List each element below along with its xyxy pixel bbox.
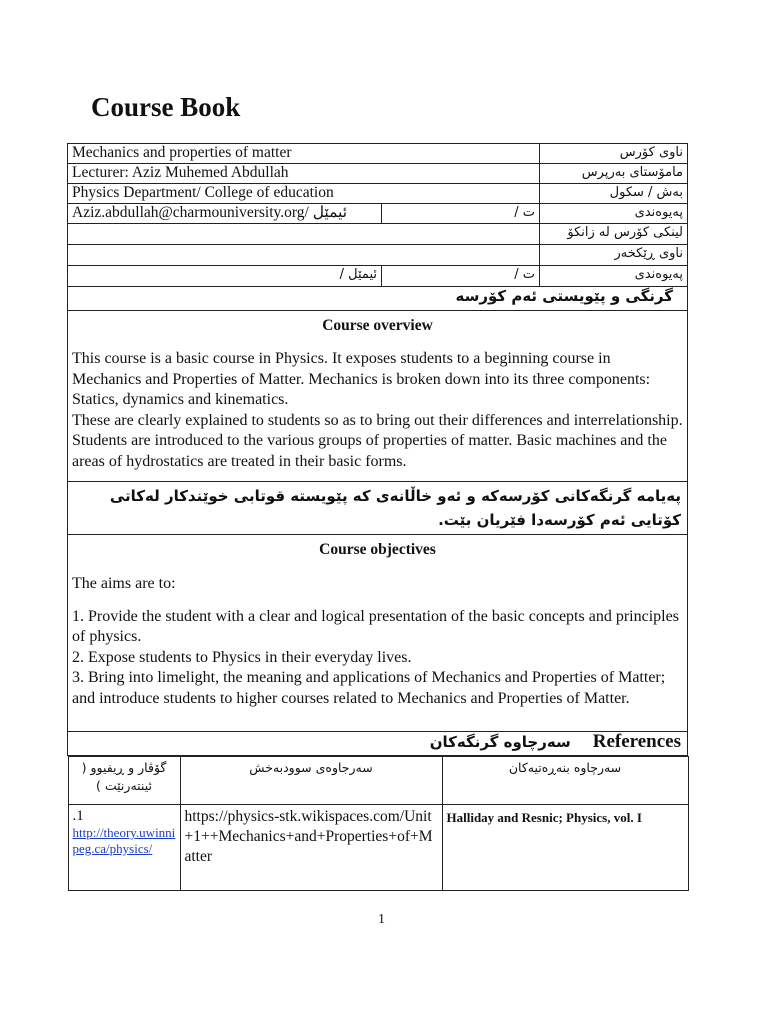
references-table bbox=[68, 756, 689, 891]
references-header-row bbox=[68, 757, 688, 805]
objective-item-3: 3. Bring into limelight, the meaning and applications of Mechanics and Properties of Matter; and introduce students to higher courses related to Mechanics and Properties of Matter. bbox=[72, 669, 666, 707]
overview-row bbox=[68, 311, 688, 482]
objectives-intro: The aims are to: bbox=[72, 575, 176, 592]
overview-heading: Course overview bbox=[322, 317, 433, 334]
info-row-coordinator-contact bbox=[68, 266, 688, 287]
references-heading-row bbox=[68, 732, 688, 756]
reference-main: Halliday and Resnic; Physics, vol. I bbox=[442, 805, 688, 891]
overview-paragraph-2: These are clearly explained to students so as to bring out their differences and interrelationship. Students are introduced to the various groups of properties of matter. Basic machines and the areas of hydrostatics are treated in their basic forms. bbox=[72, 411, 683, 470]
page-title: Course Book bbox=[91, 92, 241, 122]
objectives-section bbox=[68, 535, 688, 732]
message-row bbox=[68, 482, 688, 535]
lecturer-value: Lecturer: Aziz Muhemed Abdullah bbox=[68, 164, 540, 184]
info-row-course-name bbox=[68, 144, 688, 164]
references-heading-en: References bbox=[592, 731, 681, 752]
course-info-table bbox=[67, 143, 688, 891]
course-name-label: ناوی کۆرس bbox=[540, 144, 688, 164]
references-col-journals: گۆڤار و ڕیفیوو ( ئینتەرنێت ) bbox=[68, 757, 180, 805]
info-row-department bbox=[68, 184, 688, 204]
references-heading-ku: سەرچاوە گرنگەکان bbox=[429, 733, 571, 751]
course-name-value: Mechanics and properties of matter bbox=[68, 144, 540, 164]
importance-row bbox=[68, 287, 688, 311]
coordinator-value bbox=[68, 245, 540, 266]
contact-phone: ت / bbox=[382, 204, 540, 224]
objective-item-2: 2. Expose students to Physics in their everyday lives. bbox=[72, 648, 412, 666]
overview-section bbox=[68, 311, 688, 482]
reference-journal-cell bbox=[68, 805, 180, 891]
references-table-row bbox=[68, 756, 688, 892]
message-heading: پەیامە گرنگەکانی کۆرسەکە و ئەو خاڵانەی کە پێویستە قوتابی خوێندکار لەکاتی کۆتایی ئەم کۆرسەدا فێریان بێت. bbox=[68, 482, 688, 535]
reference-useful: https://physics-stk.wikispaces.com/Unit+1++Mechanics+and+Properties+of+Matter bbox=[180, 805, 442, 891]
references-data-row bbox=[68, 805, 688, 891]
lecturer-label: مامۆستای بەرپرس bbox=[540, 164, 688, 184]
importance-heading: گرنگی و پێویستی ئەم کۆرسە bbox=[68, 287, 688, 311]
objectives-row bbox=[68, 535, 688, 732]
reference-link[interactable]: http://theory.uwinnipeg.ca/physics/ bbox=[72, 825, 176, 856]
department-value: Physics Department/ College of education bbox=[68, 184, 540, 204]
references-heading bbox=[68, 732, 688, 756]
info-row-course-link bbox=[68, 224, 688, 245]
contact-label: پەیوەندی bbox=[540, 204, 688, 224]
page-number: 1 bbox=[378, 912, 385, 927]
department-label: بەش / سکول bbox=[540, 184, 688, 204]
references-col-useful: سەرجاوەی سوودبەخش bbox=[180, 757, 442, 805]
overview-paragraph-1: This course is a basic course in Physics. It exposes students to a beginning course in Mechanics and Properties of Matter. Mechanics is broken down into its three components: Statics, dynamics and kinematics. bbox=[72, 350, 651, 408]
coordinator-email: ئیمێل / bbox=[68, 266, 382, 287]
objective-item-1: 1. Provide the student with a clear and logical presentation of the basic concepts and principles of physics. bbox=[72, 607, 679, 645]
info-row-coordinator bbox=[68, 245, 688, 266]
objectives-heading: Course objectives bbox=[319, 541, 436, 558]
coordinator-phone: ت / bbox=[382, 266, 540, 287]
course-link-label: لینکی کۆرس لە زانکۆ bbox=[540, 224, 688, 245]
coordinator-label: ناوی ڕێکخەر bbox=[540, 245, 688, 266]
info-row-lecturer bbox=[68, 164, 688, 184]
contact-email[interactable]: Aziz.abdullah@charmouniversity.org/ ئیمێل bbox=[68, 204, 382, 224]
info-row-contact bbox=[68, 204, 688, 224]
coordinator-contact-label: پەیوەندی bbox=[540, 266, 688, 287]
references-col-main: سەرچاوە بنەڕەتیەکان bbox=[442, 757, 688, 805]
course-link-value bbox=[68, 224, 540, 245]
reference-index: .1 bbox=[72, 808, 84, 824]
